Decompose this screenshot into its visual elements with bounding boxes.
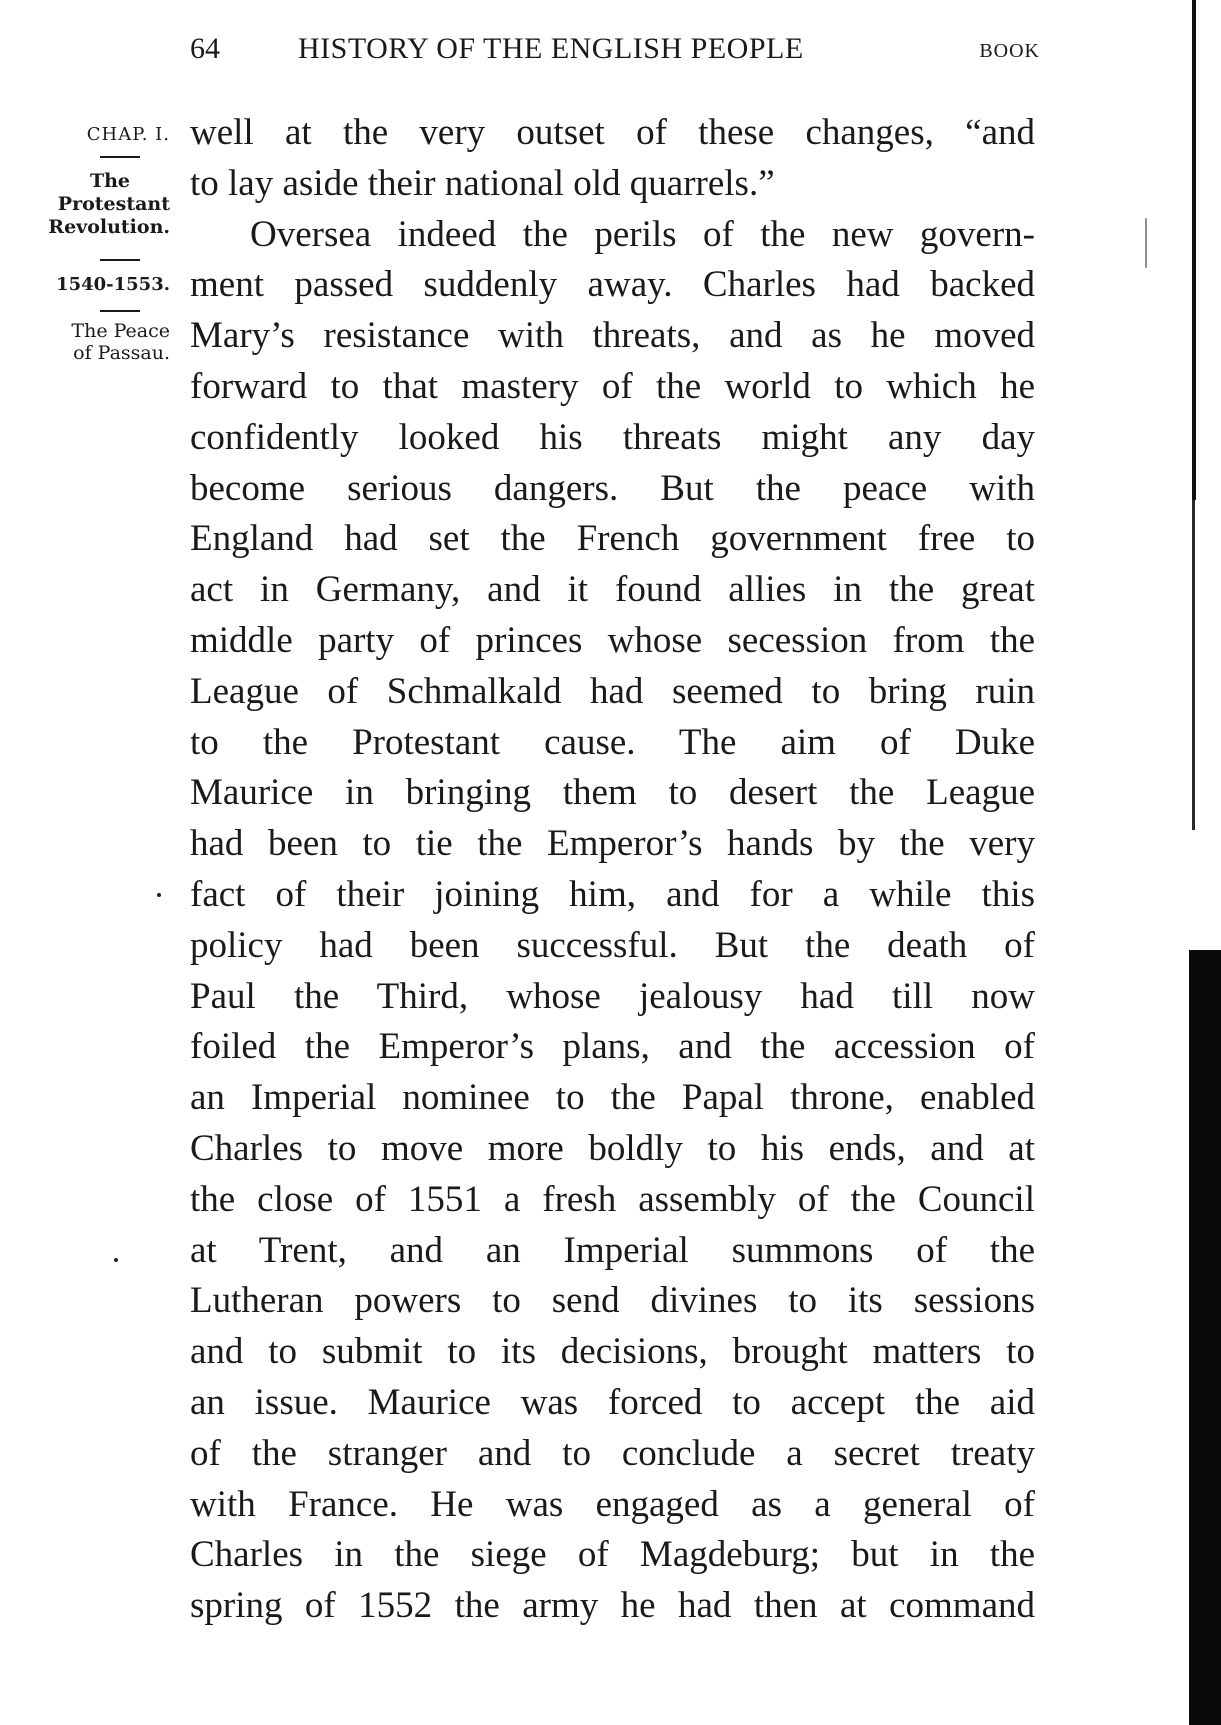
text-line: Mary’s resistance with threats, and as he moved [190, 315, 1035, 357]
chapter-label: CHAP. I. [86, 124, 170, 145]
text-line: forward to that mastery of the world to which he [190, 365, 1035, 407]
text-line: middle party of princes whose secession from the [190, 619, 1035, 661]
text-line: and to submit to its decisions, brought matters to [190, 1331, 1035, 1373]
text-line: policy had been successful. But the death of [190, 924, 1035, 966]
margin-rule [100, 259, 140, 261]
scan-edge-shadow [1192, 0, 1196, 500]
text-line: with France. He was engaged as a general of [190, 1483, 1035, 1525]
scan-edge-shadow [1189, 950, 1221, 1725]
margin-rule [100, 156, 140, 158]
margin-section-line: The Peace [71, 320, 170, 342]
text-line: an Imperial nominee to the Papal throne, enabled [190, 1077, 1035, 1119]
margin-rule [100, 310, 140, 312]
margin-topic-line: Revolution. [48, 216, 170, 238]
margin-topic-line: Protestant [57, 193, 170, 215]
margin-dates: 1540-1553. [56, 274, 170, 295]
text-line: act in Germany, and it found allies in the great [190, 569, 1035, 611]
text-line: become serious dangers. But the peace with [190, 467, 1035, 509]
text-line: ment passed suddenly away. Charles had backed [190, 264, 1035, 306]
margin-topic-line: The [89, 170, 131, 192]
body-text [190, 108, 1035, 1632]
text-line: Maurice in bringing them to desert the League [190, 772, 1035, 814]
text-line: foiled the Emperor’s plans, and the accession of [190, 1026, 1035, 1068]
text-line: League of Schmalkald had seemed to bring ruin [190, 670, 1035, 712]
page-number: 64 [190, 32, 220, 65]
text-line: well at the very outset of these changes, “and [190, 112, 1035, 153]
margin-section-note [10, 320, 170, 364]
text-line: confidently looked his threats might any day [190, 416, 1035, 458]
text-line: Charles in the siege of Magdeburg; but in the [190, 1534, 1035, 1576]
margin-topic [10, 170, 170, 239]
scan-speck [114, 1258, 118, 1262]
text-line: Lutheran powers to send divines to its sessions [190, 1280, 1035, 1322]
text-line: spring of 1552 the army he had then at command [190, 1585, 1035, 1627]
margin-section-line: of Passau. [73, 342, 170, 364]
book-label: BOOK [979, 40, 1040, 62]
text-line: at Trent, and an Imperial summons of the [190, 1229, 1035, 1271]
text-line: to lay aside their national old quarrels.” [190, 162, 775, 204]
running-header [190, 32, 1040, 72]
scan-edge-shadow [1192, 500, 1195, 830]
text-line: Paul the Third, whose jealousy had till now [190, 975, 1035, 1017]
text-line: Charles to move more boldly to his ends, and at [190, 1127, 1035, 1169]
scan-speck [1145, 218, 1147, 268]
text-line: the close of 1551 a fresh assembly of the Council [190, 1178, 1035, 1220]
text-line: England had set the French government free to [190, 518, 1035, 560]
text-line: fact of their joining him, and for a while this [190, 873, 1035, 915]
text-line: an issue. Maurice was forced to accept the aid [190, 1381, 1035, 1423]
text-line: of the stranger and to conclude a secret treaty [190, 1432, 1035, 1474]
scan-speck [157, 893, 161, 897]
text-line: Oversea indeed the perils of the new govern- [250, 213, 1035, 255]
text-line: to the Protestant cause. The aim of Duke [190, 721, 1035, 763]
running-title: HISTORY OF THE ENGLISH PEOPLE [298, 32, 804, 65]
text-line: had been to tie the Emperor’s hands by the very [190, 823, 1035, 865]
